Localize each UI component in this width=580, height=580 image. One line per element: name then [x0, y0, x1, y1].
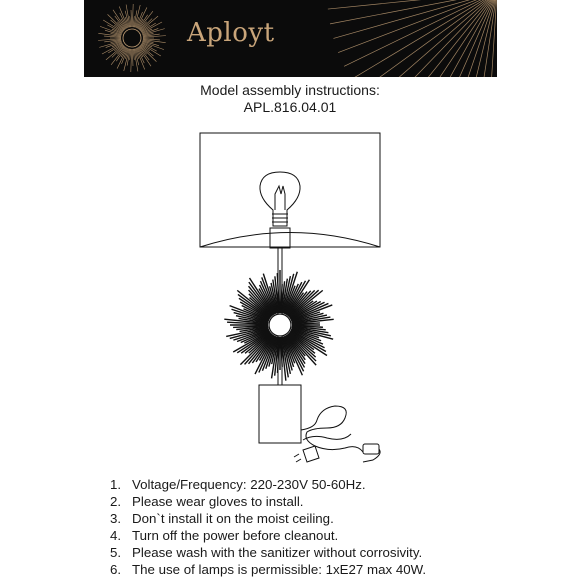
light-rays-icon — [327, 0, 497, 77]
bulb-filament — [275, 186, 285, 210]
cord-switch — [363, 444, 379, 454]
model-number: APL.816.04.01 — [243, 99, 337, 115]
brand-name: Aployt — [187, 18, 275, 48]
list-text: Don`t install it on the moist ceiling. — [132, 511, 334, 526]
list-number: 6. — [110, 562, 122, 577]
list-item — [110, 476, 426, 493]
lamp-socket — [270, 228, 290, 248]
list-number: 2. — [110, 494, 122, 509]
list-number: 5. — [110, 545, 122, 560]
list-item — [110, 527, 426, 544]
power-cord — [301, 406, 363, 452]
brand-banner — [84, 0, 497, 77]
page-title: Model assembly instructions: — [200, 82, 380, 98]
list-item — [110, 544, 426, 561]
power-cord-loop — [303, 434, 351, 440]
list-text: Please wash with the sanitizer without corrosivity. — [132, 545, 423, 560]
list-text: Please wear gloves to install. — [132, 494, 304, 509]
list-number: 3. — [110, 511, 122, 526]
ornament-center — [269, 314, 291, 336]
power-plug — [303, 446, 319, 462]
sunburst-logo-center — [123, 29, 141, 47]
list-number: 4. — [110, 528, 122, 543]
list-number: 1. — [110, 477, 122, 492]
list-text: Voltage/Frequency: 220-230V 50-60Hz. — [132, 477, 366, 492]
list-item — [110, 493, 426, 510]
instructions-list — [110, 476, 426, 578]
lamp-base — [259, 385, 301, 443]
table-lamp-line-drawing-icon — [195, 128, 385, 463]
list-text: The use of lamps is permissible: 1xE27 max 40W. — [132, 562, 427, 577]
banner-artwork — [84, 0, 497, 77]
list-item — [110, 510, 426, 527]
cord-end — [363, 449, 380, 462]
list-item — [110, 561, 426, 578]
list-text: Turn off the power before cleanout. — [132, 528, 339, 543]
